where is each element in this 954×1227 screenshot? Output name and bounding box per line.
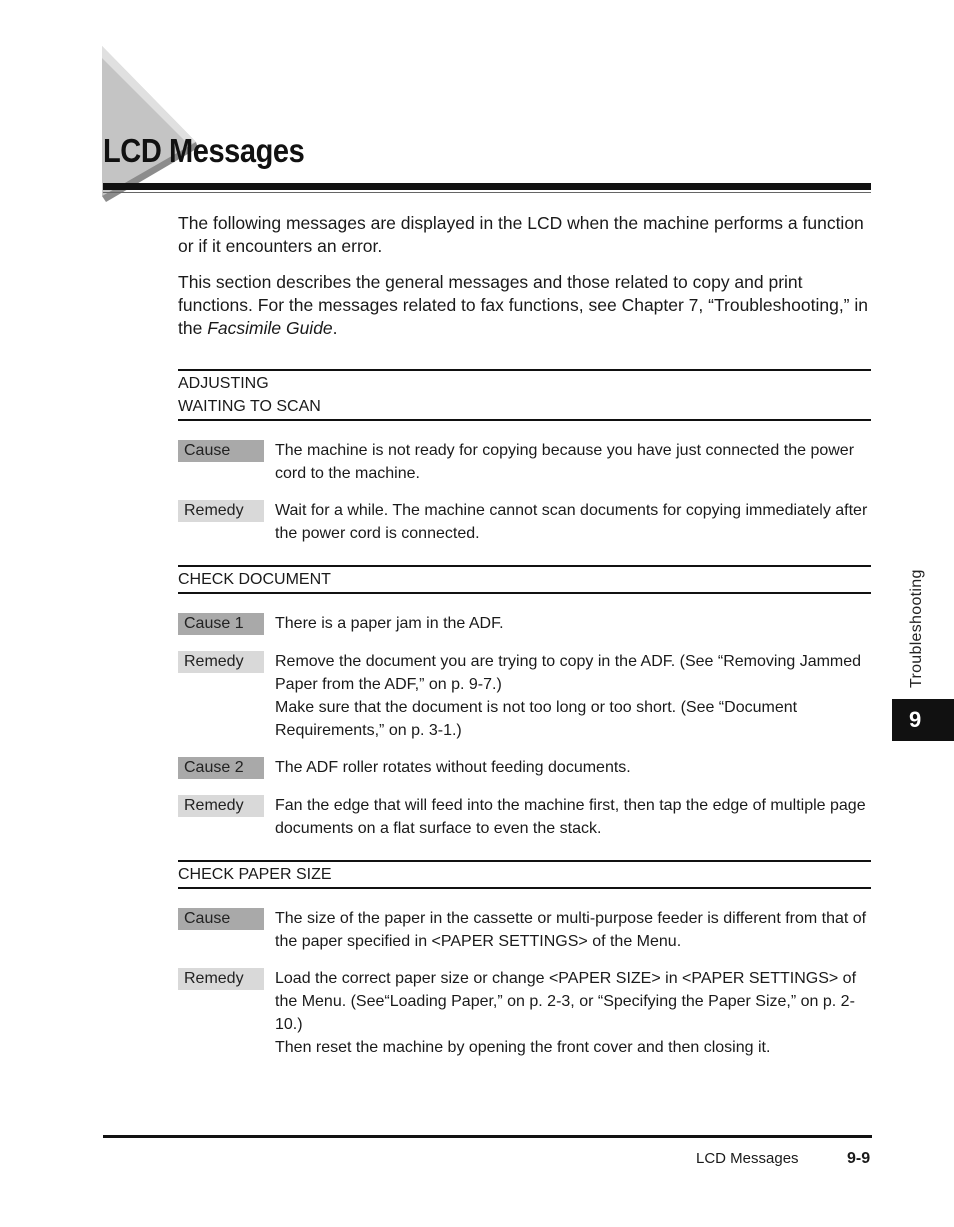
- remedy-row: [178, 499, 871, 545]
- title-rule: [103, 183, 871, 190]
- cause-tag: Cause: [178, 440, 264, 462]
- message-name: ADJUSTING: [178, 375, 269, 392]
- section-check-document: [178, 565, 871, 840]
- intro-paragraph-2-end: .: [332, 318, 338, 338]
- section-heading: [178, 565, 871, 594]
- remedy-line-1: Remove the document you are trying to copy in the ADF. (See “Removing Jammed Paper from the ADF,” on p. 9-7.): [275, 653, 862, 693]
- facsimile-guide-reference: Facsimile Guide: [207, 318, 333, 338]
- cause-tag: Cause 2: [178, 757, 264, 779]
- remedy-tag: Remedy: [178, 651, 264, 673]
- remedy-tag: Remedy: [178, 795, 264, 817]
- intro-text: [178, 212, 868, 353]
- cause-row: [178, 612, 871, 635]
- cause-row: [178, 756, 871, 779]
- remedy-line-2: Make sure that the document is not too long or too short. (See “Document Requirements,” on p. 3-1.): [275, 699, 798, 739]
- intro-paragraph-2-text: This section describes the general messages and those related to copy and print functions. For the messages related to fax functions, see Chapter 7, “Troubleshooting,” in the: [178, 272, 868, 338]
- page-title: LCD Messages: [103, 132, 305, 169]
- cause-description: The size of the paper in the cassette or multi-purpose feeder is different from that of the paper specified in <PAPER SETTINGS> of the Menu.: [275, 910, 867, 950]
- section-adjusting: [178, 369, 871, 545]
- cause-description: There is a paper jam in the ADF.: [275, 615, 504, 632]
- cause-description: The ADF roller rotates without feeding documents.: [275, 759, 631, 776]
- remedy-line-1: Load the correct paper size or change <PAPER SIZE> in <PAPER SETTINGS> of the Menu. (See“Loading Paper,” on p. 2-3, or “Specifying the Paper Size,” on p. 2-10.): [275, 970, 857, 1033]
- cause-tag: Cause: [178, 908, 264, 930]
- title-rule-thin: [103, 192, 871, 193]
- footer-section-label: LCD Messages: [696, 1150, 799, 1167]
- remedy-tag: Remedy: [178, 968, 264, 990]
- section-check-paper-size: [178, 860, 871, 1059]
- page-number: 9-9: [847, 1150, 871, 1167]
- cause-description: The machine is not ready for copying because you have just connected the power cord to the machine.: [275, 442, 855, 482]
- remedy-row: [178, 794, 871, 840]
- remedy-row: [178, 650, 871, 742]
- footer-rule: [103, 1135, 872, 1138]
- remedy-description: Fan the edge that will feed into the machine first, then tap the edge of multiple page documents on a flat surface to even the stack.: [275, 797, 866, 837]
- cause-row: [178, 907, 871, 953]
- message-name: WAITING TO SCAN: [178, 398, 321, 415]
- remedy-row: [178, 967, 871, 1059]
- section-heading: [178, 369, 871, 421]
- cause-row: [178, 439, 871, 485]
- remedy-description: [275, 967, 871, 1059]
- chapter-number-tab: 9: [892, 699, 954, 741]
- remedy-description: [275, 650, 871, 742]
- section-heading: [178, 860, 871, 889]
- chapter-side-label: Troubleshooting: [908, 569, 925, 688]
- remedy-description: Wait for a while. The machine cannot scan documents for copying immediately after the power cord is connected.: [275, 502, 868, 542]
- message-name: CHECK DOCUMENT: [178, 571, 331, 588]
- remedy-tag: Remedy: [178, 500, 264, 522]
- corner-triangle-graphic: [100, 44, 210, 204]
- cause-tag: Cause 1: [178, 613, 264, 635]
- intro-paragraph-2: [178, 271, 868, 340]
- message-name: CHECK PAPER SIZE: [178, 866, 332, 883]
- intro-paragraph-1: The following messages are displayed in the LCD when the machine performs a function or if it encounters an error.: [178, 213, 864, 256]
- remedy-line-2: Then reset the machine by opening the front cover and then closing it.: [275, 1039, 771, 1056]
